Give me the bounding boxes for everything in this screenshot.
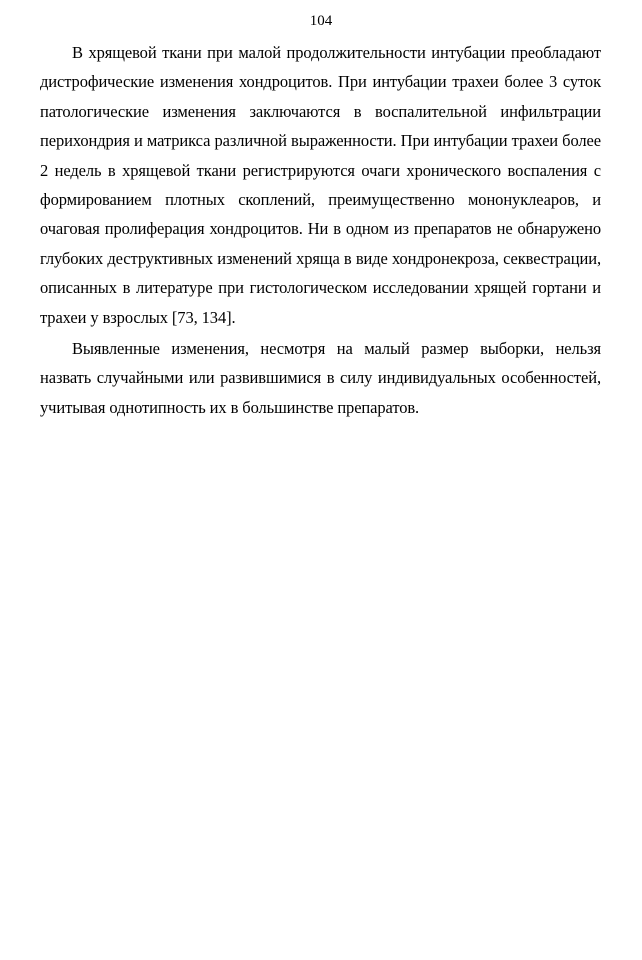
paragraph-2: Выявленные изменения, несмотря на малый размер выборки, нельзя назвать случайными или развившимися в силу индивидуальных особенностей, учитывая однотипность их в большинстве препаратов. <box>40 339 601 417</box>
paragraph-1: В хрящевой ткани при малой продолжительности интубации преобладают дистрофические изменения хондроцитов. При интубации трахеи более 3 суток патологические изменения заключаются в воспалительной инфильтрации перихондрия и матрикса различной выраженности. При интубации трахеи более 2 недель в хрящевой ткани регистрируются очаги хронического воспаления с формированием плотных скоплений, преимущественно мононуклеаров, и очаговая пролиферация хондроцитов. Ни в одном из препаратов не обнаружено глубоких деструктивных изменений хряща в виде хондронекроза, секвестрации, описанных в литературе при гистологическом исследовании хрящей гортани и трахеи у взрослых [73, 134]. <box>40 43 601 327</box>
document-body <box>40 38 601 422</box>
page-number: 104 <box>309 13 333 29</box>
